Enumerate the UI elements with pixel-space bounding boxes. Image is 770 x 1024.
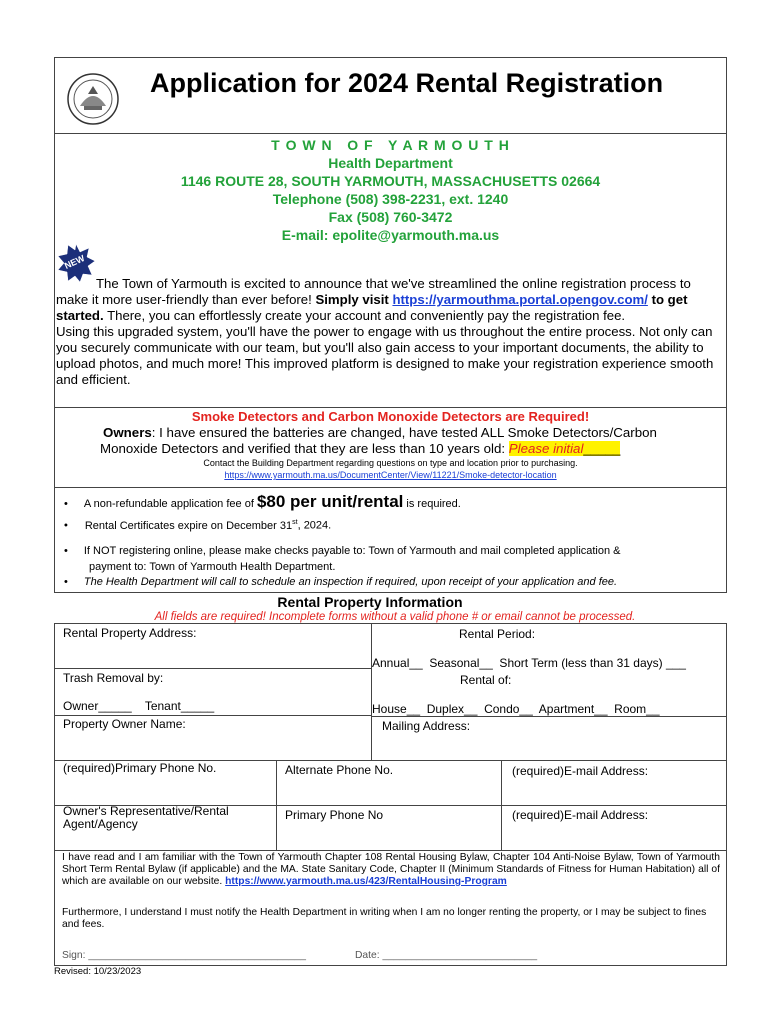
rep-phone-field[interactable]: Primary Phone No: [285, 808, 384, 822]
fax: Fax (508) 760-3472: [328, 209, 453, 225]
owners-label: Owners: [103, 425, 152, 440]
announcement-p2: Using this upgraded system, you'll have the power to engage with us throughout the entire process. Not only can you securely communicate with our team, but you'll also gain access to your important documents, the ability to upload photos, and much more! This improved platform is designed to make your registration experience smooth and efficient.: [56, 324, 714, 387]
announcement-bold: Simply visit: [315, 292, 393, 307]
smoke-text-a: : I have ensured the batteries are changed, have tested ALL Smoke Detectors/Carbon: [151, 425, 657, 440]
rental-period-label: Rental Period:: [459, 627, 536, 641]
representative-field[interactable]: Owner's Representative/Rental Agent/Agency: [63, 804, 229, 831]
form-heading: Rental Property Information: [277, 594, 463, 610]
page-title: Application for 2024 Rental Registration: [150, 68, 664, 98]
email: E-mail: epolite@yarmouth.ma.us: [281, 227, 500, 243]
form-warning: All fields are required! Incomplete forms without a valid phone # or email cannot be processed.: [154, 611, 636, 623]
rental-address-field[interactable]: Rental Property Address:: [63, 626, 197, 640]
bullet-fee: • A non-refundable application fee of $80 per unit/rental is required.: [64, 492, 461, 511]
primary-phone-field[interactable]: (required)Primary Phone No.: [63, 761, 217, 775]
seal-icon: [66, 72, 120, 126]
badge-label: NEW: [62, 253, 87, 271]
bullet-inspection: • The Health Department will call to schedule an inspection if required, upon receipt of your application and fee.: [64, 576, 618, 588]
rental-of-label: Rental of:: [460, 673, 512, 687]
owner-name-field[interactable]: Property Owner Name:: [63, 717, 186, 731]
email-field-2[interactable]: (required)E-mail Address:: [512, 808, 649, 822]
date-field[interactable]: Date: ___________________________: [355, 950, 538, 961]
portal-link[interactable]: https://yarmouthma.portal.opengov.com/: [392, 292, 648, 307]
acknowledgement-text: I have read and I am familiar with the Town of Yarmouth Chapter 108 Rental Housing Bylaw, Chapter 104 Anti-Noise Bylaw, Town of Yarmouth Short Term Rental Bylaw (if applicable) and the MA. State Sanitary Code, Chapter II (Minimum Standards of Fitness for Human Habitation) all of which are available on our website. https://www.yarmouth.ma.us/423/RentalHousing-Program: [62, 852, 720, 887]
smoke-link[interactable]: https://www.yarmouth.ma.us/DocumentCenter/View/11221/Smoke-detector-location: [224, 470, 557, 480]
address: 1146 ROUTE 28, SOUTH YARMOUTH, MASSACHUSETTS 02664: [180, 173, 601, 189]
town-name: T O W N O F Y A R M O U T H: [271, 137, 510, 153]
announcement-text: [56, 276, 726, 388]
initial-blank[interactable]: _____: [583, 441, 621, 456]
announcement-p1a: The Town of Yarmouth is excited to announce that we've streamlined the online registration process to make it more user-friendly than ever before!: [56, 276, 691, 307]
announcement-bold2: to get started.: [56, 292, 688, 323]
initial-label: Please initial: [508, 441, 584, 456]
phone: Telephone (508) 398-2231, ext. 1240: [272, 191, 509, 207]
revised-date: Revised: 10/23/2023: [54, 966, 142, 977]
bullet-expire: • Rental Certificates expire on December 31st, 2024.: [64, 519, 332, 532]
bullet-checks: • If NOT registering online, please make checks payable to: Town of Yarmouth and mail completed application & payment to: Town of Yarmouth Health Department.: [64, 545, 621, 573]
dept-name: Health Department: [328, 155, 453, 171]
alt-phone-field[interactable]: Alternate Phone No.: [285, 763, 394, 777]
smoke-text-b: Monoxide Detectors and verified that they are less than 10 years old:: [100, 441, 509, 456]
email-field-1[interactable]: (required)E-mail Address:: [512, 764, 649, 778]
rental-housing-link[interactable]: https://www.yarmouth.ma.us/423/RentalHousing-Program: [225, 876, 507, 887]
trash-label: Trash Removal by:: [63, 671, 164, 685]
announcement-p1b: There, you can effortlessly create your account and conveniently pay the registration fee.: [103, 308, 626, 323]
fee-amount: $80 per unit/rental: [256, 492, 404, 511]
mailing-address-field[interactable]: Mailing Address:: [382, 719, 471, 733]
owner-tenant-field[interactable]: Owner_____ Tenant_____: [63, 699, 215, 713]
smoke-contact: Contact the Building Department regarding questions on type and location prior to purchasing.: [203, 458, 578, 468]
smoke-text: [100, 425, 720, 457]
rental-types-field[interactable]: House__ Duplex__ Condo__ Apartment__ Room__: [372, 702, 660, 716]
smoke-heading: Smoke Detectors and Carbon Monoxide Detectors are Required!: [191, 409, 590, 424]
notify-text: Furthermore, I understand I must notify the Health Department in writing when I am no longer renting the property, or I may be subject to fines and fees.: [62, 907, 707, 930]
sign-field[interactable]: Sign: ______________________________________: [62, 950, 306, 961]
rental-period-options[interactable]: Annual__ Seasonal__ Short Term (less than 31 days) ___: [372, 656, 686, 670]
